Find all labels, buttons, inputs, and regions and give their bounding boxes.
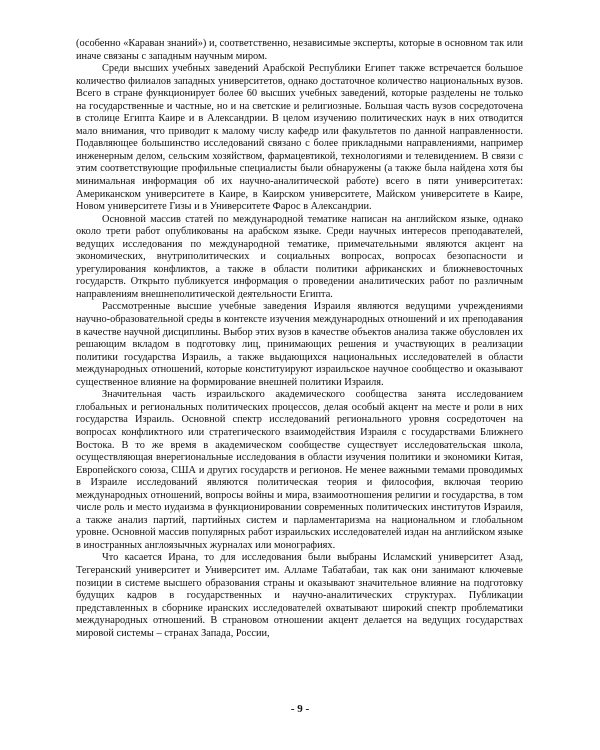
paragraph-5: Значительная часть израильского академического сообщества занята исследованием глобальных и региональных политических процессов, делая особый акцент на месте и роли в них государства Израиль. Основной спектр исследований регионального уровня сосредоточен на вопросах конфликтного или стратегического взаимодействия Израиля с государствами Ближнего Востока. В то же время в академическом сообществе существует исследовательская школа, осуществляющая внерегиональные исследования в области изучения политики и экономики Китая, Европейского союза, США и других государств и регионов. Не менее важными темами проводимых в Израиле исследований являются политическая теория и философия, включая теорию международных отношений, вопросы войны и мира, взаимоотношения религии и государства, в том числе роль и место иудаизма в функционировании современных политических институтов Израиля, а также анализ партий, партийных систем и парламентаризма на национальном и глобальном уровне. Основной массив популярных работ израильских исследователей издан на английском языке в иностранных англоязычных журналах или монографиях.: [76, 389, 523, 551]
paragraph-3: Основной массив статей по международной тематике написан на английском языке, однако около трети работ опубликованы на арабском языке. Среди научных интересов преподавателей, ведущих исследования по международной тематике, примечательными являются акцент на экономических, внутриполитических и социальных вопросах, вопросах безопасности и урегулирования конфликтов, а также в области политики африканских и ближневосточных государств. Открыто публикуется информация о проведении аналитических работ по различным направлениям внешнеполитической деятельности Египта.: [76, 213, 523, 300]
paragraph-4: Рассмотренные высшие учебные заведения Израиля являются ведущими учреждениями научно-образовательной среды в контексте изучения международных отношений и их преподавания в качестве научной дисциплины. Выбор этих вузов в качестве объектов анализа также обусловлен их решающим вкладом в подготовку лиц, принимающих решения и участвующих в реализации политики государства Израиль, а также выдающихся национальных исследователей в области международных отношений, которые конституируют израильское научное сообщество и оказывают существенное влияние на формирование внешней политики Израиля.: [76, 301, 523, 388]
paragraph-1: (особенно «Караван знаний») и, соответственно, независимые эксперты, которые в основном так или иначе связаны с западным научным миром.: [76, 38, 523, 62]
page-body: [76, 38, 523, 640]
paragraph-6: Что касается Ирана, то для исследования были выбраны Исламский университет Азад, Тегеранский университет и Университет им. Алламе Табатабаи, так как они занимают ключевые позиции в системе высшего образования страны и оказывают значительное влияние на подготовку будущих кадров в государственных и научно-аналитических структурах. Публикации представленных в сборнике иранских исследователей охватывают широкий спектр проблематики международных отношений. В страновом отношении акцент делается на ведущих государствах мировой системы – странах Запада, России,: [76, 552, 523, 639]
paragraph-2: Среди высших учебных заведений Арабской Республики Египет также встречается большое количество филиалов западных университетов, однако достаточное количество национальных вузов. Всего в стране функционирует более 60 высших учебных заведений, которые разделены не только на государственные и частные, но и на светские и религиозные. Большая часть вузов сосредоточена в столице Египта Каире и в Александрии. В целом изучению политических наук в них отводится мало внимания, что приводит к малому числу кафедр или факультетов по данной направленности. Подавляющее большинство исследований связано с более прикладными направлениями, например инженерным делом, сельским хозяйством, фармацевтикой, технологиями и телевидением. В связи с этим соответствующие профильные специалисты были обнаружены (а также была найдена хотя бы минимальная информация об их научно-аналитической работе) всего в пяти университетах: Американском университете в Каире, в Каирском университете, Майском университете в Каире, Новом университете Гизы и в Университете Фарос в Александрии.: [76, 63, 523, 213]
page-number: - 9 -: [290, 703, 310, 715]
